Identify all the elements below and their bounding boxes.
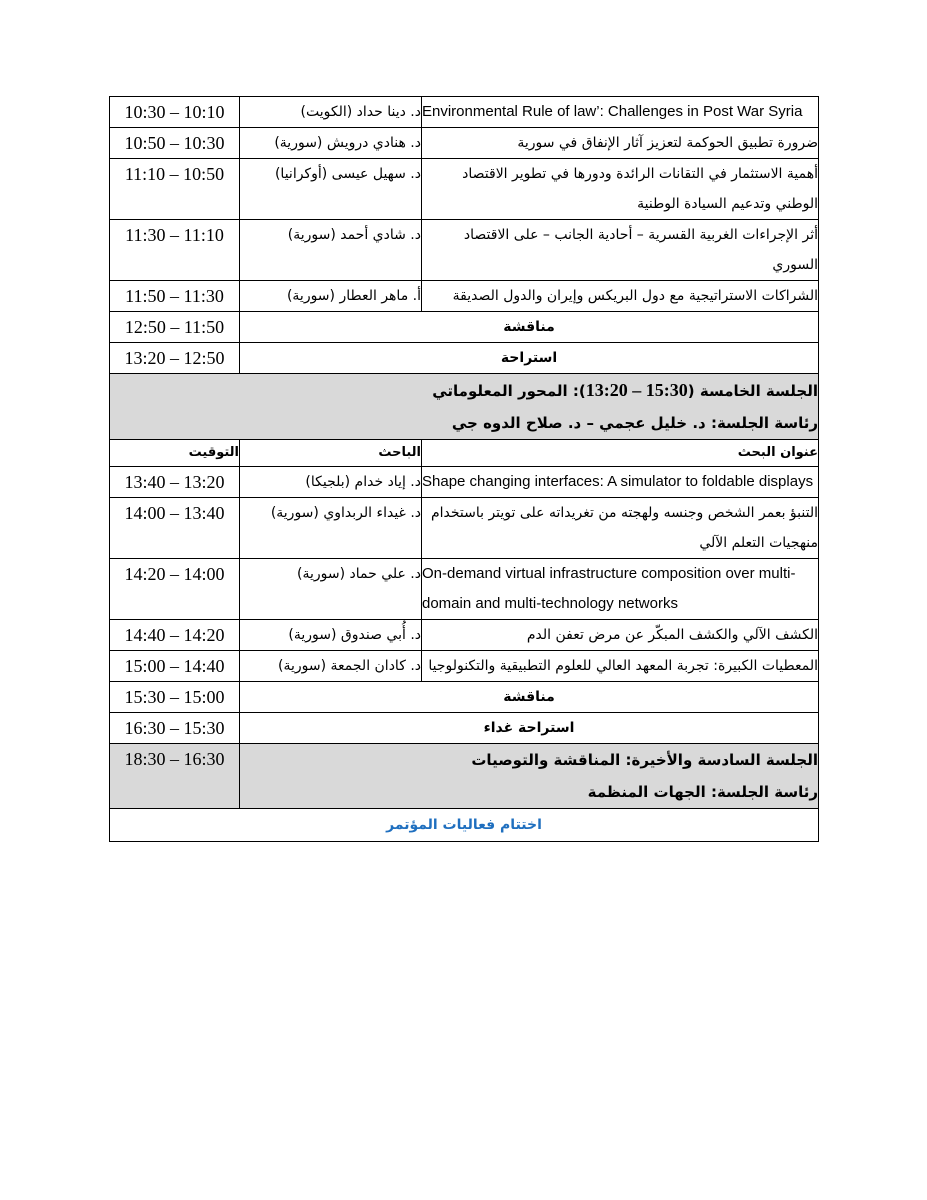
paper-author: د. إياد خدام (بلجيكا): [240, 467, 422, 498]
table-row: [110, 498, 819, 559]
session6-chair: رئاسة الجلسة: الجهات المنظمة: [587, 783, 818, 801]
session6-title: الجلسة السادسة والأخيرة: المناقشة والتوصيات: [471, 751, 818, 769]
paper-title: المعطيات الكبيرة: تجربة المعهد العالي للعلوم التطبيقية والتكنولوجيا: [422, 651, 819, 682]
paper-time: 11:50 – 11:30: [110, 281, 240, 312]
session5-title-cell: [110, 374, 819, 440]
paper-author: د. هنادي درويش (سورية): [240, 128, 422, 159]
paper-title: Environmental Rule of law’: Challenges in Post War Syria: [422, 97, 819, 128]
table-row: [110, 467, 819, 498]
schedule-table: [109, 96, 819, 842]
session5-title: الجلسة الخامسة (13:20 – 15:30): المحور المعلوماتي: [432, 380, 818, 400]
column-headers: [110, 440, 819, 467]
paper-author: د. غيداء الربداوي (سورية): [240, 498, 422, 559]
session4-rows: [110, 97, 819, 312]
discussion-time: 12:50 – 11:50: [110, 312, 240, 343]
paper-time: 10:30 – 10:10: [110, 97, 240, 128]
session4-tail: [110, 312, 819, 467]
session5-chair: رئاسة الجلسة: د. خليل عجمي – د. صلاح الدوه جي: [451, 414, 818, 432]
lunch-label: استراحة غداء: [240, 713, 819, 744]
paper-title: أهمية الاستثمار في التقانات الرائدة ودورها في تطوير الاقتصاد الوطني وتدعيم السيادة الوطنية: [422, 159, 819, 220]
table-row: [110, 281, 819, 312]
paper-title: ضرورة تطبيق الحوكمة لتعزيز آثار الإنفاق في سورية: [422, 128, 819, 159]
paper-title: On-demand virtual infrastructure composition over multi-domain and multi-technology networks: [422, 559, 819, 620]
header-title: عنوان البحث: [422, 440, 819, 467]
session6-time: 18:30 – 16:30: [110, 744, 240, 809]
table-row: [110, 220, 819, 281]
paper-author: أ. ماهر العطار (سورية): [240, 281, 422, 312]
session6-title-cell: [240, 744, 819, 809]
paper-time: 15:00 – 14:40: [110, 651, 240, 682]
paper-time: 14:00 – 13:40: [110, 498, 240, 559]
paper-time: 10:50 – 10:30: [110, 128, 240, 159]
closing-label: اختتام فعاليات المؤتمر: [110, 809, 819, 842]
paper-title: الشراكات الاستراتيجية مع دول البريكس وإيران والدول الصديقة: [422, 281, 819, 312]
break-row: [110, 343, 819, 374]
session5-tail: [110, 682, 819, 842]
table-row: [110, 620, 819, 651]
discussion-row-2: [110, 682, 819, 713]
break-time: 13:20 – 12:50: [110, 343, 240, 374]
paper-title: الكشف الآلي والكشف المبكّر عن مرض تعفن الدم: [422, 620, 819, 651]
paper-time: 13:40 – 13:20: [110, 467, 240, 498]
table-row: [110, 559, 819, 620]
paper-author: د. كادان الجمعة (سورية): [240, 651, 422, 682]
session5-rows: [110, 467, 819, 682]
table-row: [110, 159, 819, 220]
paper-time: 11:10 – 10:50: [110, 159, 240, 220]
paper-title: التنبؤ بعمر الشخص وجنسه ولهجته من تغريداته على تويتر باستخدام منهجيات التعلم الآلي: [422, 498, 819, 559]
lunch-time: 16:30 – 15:30: [110, 713, 240, 744]
table-row: [110, 651, 819, 682]
table-row: [110, 97, 819, 128]
paper-time: 14:20 – 14:00: [110, 559, 240, 620]
discussion-row: [110, 312, 819, 343]
session6-header: [110, 744, 819, 809]
closing-row: [110, 809, 819, 842]
paper-author: د. أُبي صندوق (سورية): [240, 620, 422, 651]
discussion-label-2: مناقشة: [240, 682, 819, 713]
paper-author: د. شادي أحمد (سورية): [240, 220, 422, 281]
paper-time: 14:40 – 14:20: [110, 620, 240, 651]
paper-time: 11:30 – 11:10: [110, 220, 240, 281]
paper-author: د. علي حماد (سورية): [240, 559, 422, 620]
session5-header: [110, 374, 819, 440]
lunch-row: [110, 713, 819, 744]
paper-title: Shape changing interfaces: A simulator to foldable displays: [422, 467, 819, 498]
header-author: الباحث: [240, 440, 422, 467]
header-time: التوقيت: [110, 440, 240, 467]
paper-author: د. سهيل عيسى (أوكرانيا): [240, 159, 422, 220]
paper-author: د. دينا حداد (الكويت): [240, 97, 422, 128]
table-row: [110, 128, 819, 159]
discussion-time-2: 15:30 – 15:00: [110, 682, 240, 713]
discussion-label: مناقشة: [240, 312, 819, 343]
break-label: استراحة: [240, 343, 819, 374]
paper-title: أثر الإجراءات الغربية القسرية – أحادية الجانب – على الاقتصاد السوري: [422, 220, 819, 281]
